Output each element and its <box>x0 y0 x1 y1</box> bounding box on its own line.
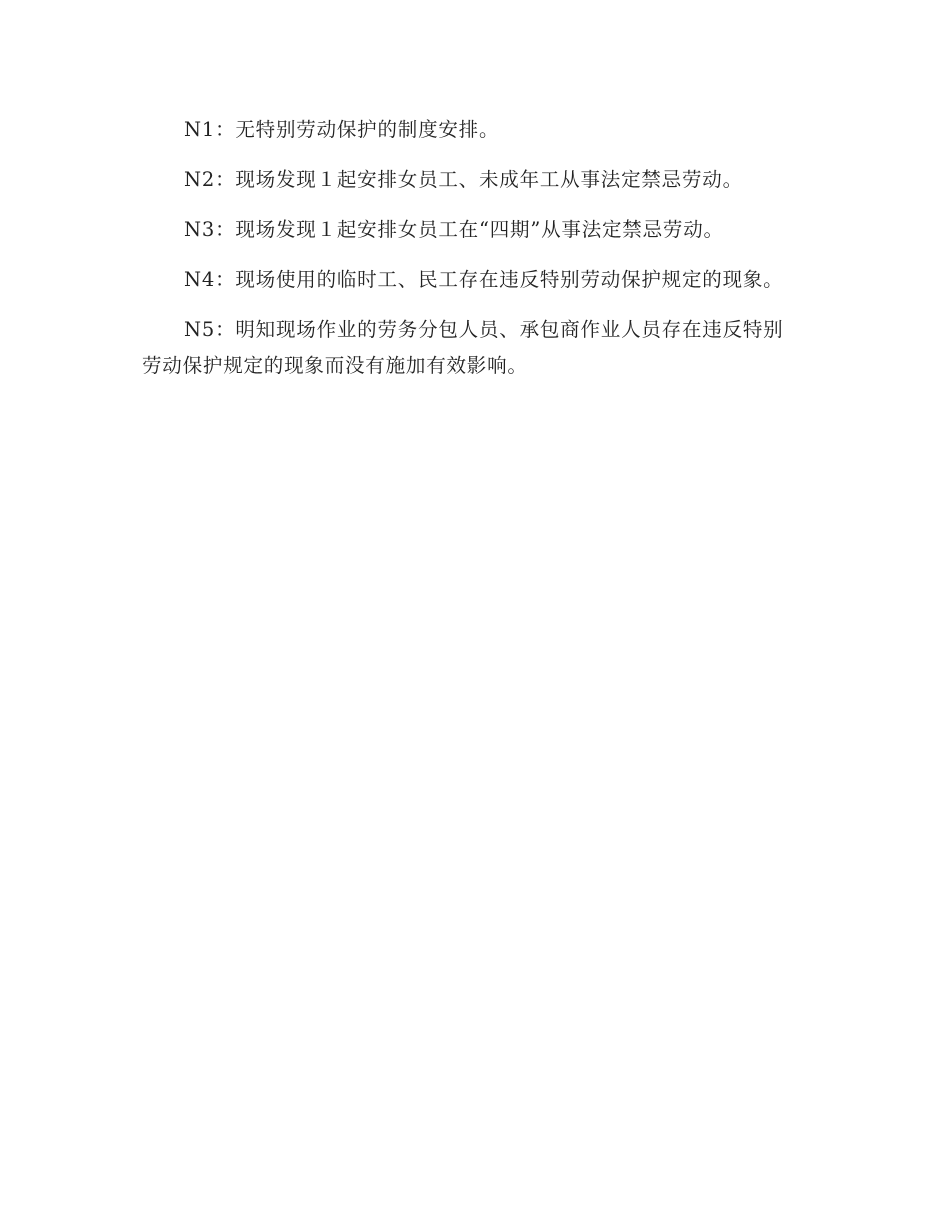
paragraph-n4: N4：现场使用的临时工、民工存在违反特别劳动保护规定的现象。 <box>184 268 784 291</box>
paragraph-n3: N3：现场发现１起安排女员工在“四期”从事法定禁忌劳动。 <box>184 218 724 241</box>
paragraph-n1: N1：无特别劳动保护的制度安排。 <box>184 118 500 141</box>
paragraph-n5: N5：明知现场作业的劳务分包人员、承包商作业人员存在违反特别劳动保护规定的现象而没有施加有效影响。 <box>142 318 784 377</box>
document-body <box>142 112 798 398</box>
paragraph-n2: N2：现场发现１起安排女员工、未成年工从事法定禁忌劳动。 <box>184 168 743 191</box>
